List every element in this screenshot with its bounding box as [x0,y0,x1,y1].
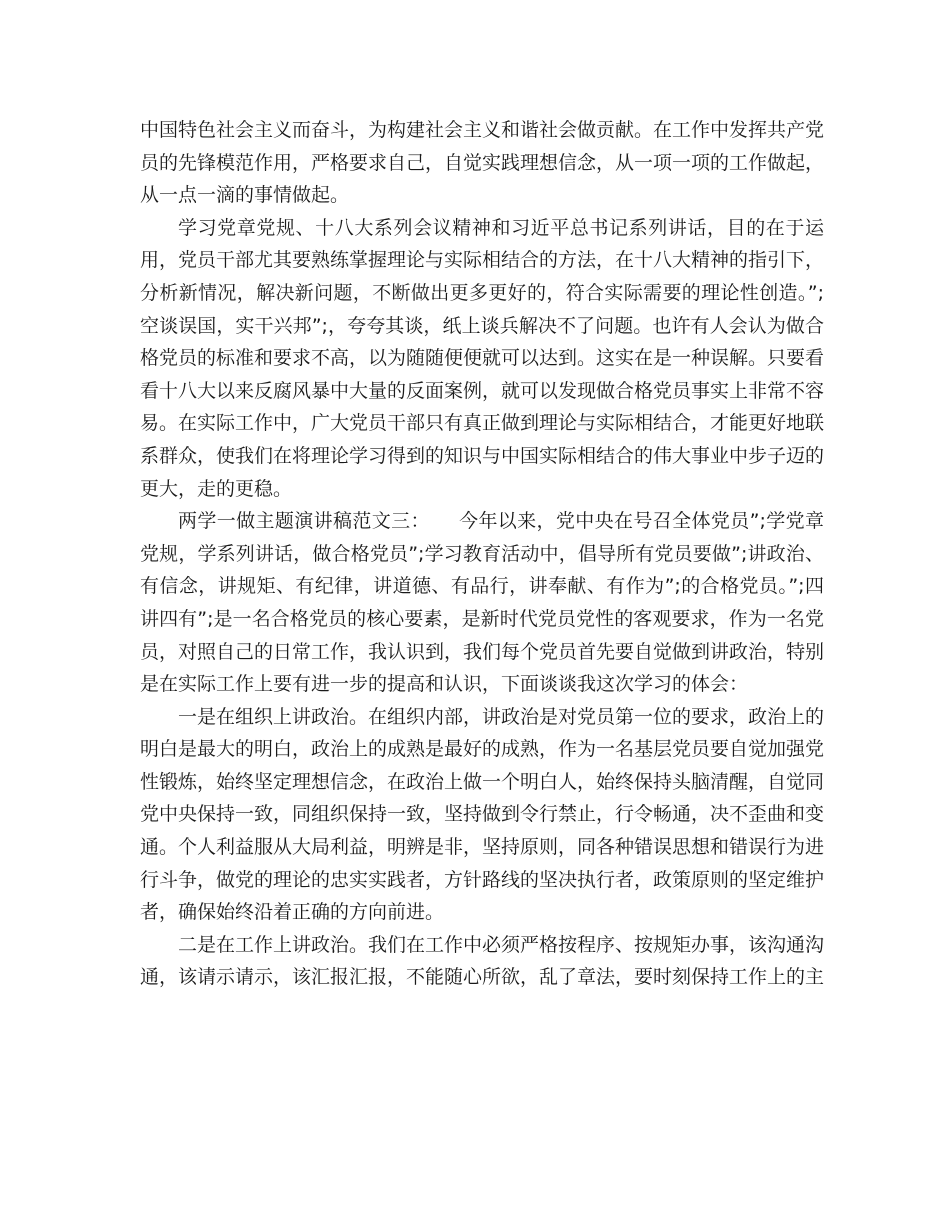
paragraph-politics-organization: 一是在组织上讲政治。在组织内部，讲政治是对党员第一位的要求，政治上的明白是最大的明白，政治上的成熟是最好的成熟，作为一名基层党员要自觉加强党性锻炼，始终坚定理想信念，在政治上做一个明白人，始终保持头脑清醒，自觉同党中央保持一致，同组织保持一致，坚持做到令行禁止，行令畅通，决不歪曲和变通。个人利益服从大局利益，明辨是非，坚持原则，同各种错误思想和错误行为进行斗争，做党的理论的忠实实践者，方针路线的坚决执行者，政策原则的坚定维护者，确保始终沿着正确的方向前进。 [140,705,825,924]
paragraph-politics-work: 二是在工作上讲政治。我们在工作中必须严格按程序、按规矩办事，该沟通沟通，该请示请示，该汇报汇报，不能随心所欲，乱了章法，要时刻保持工作上的主 [140,933,825,989]
paragraph-continuation: 中国特色社会主义而奋斗，为构建社会主义和谐社会做贡献。在工作中发挥共产党员的先锋模范作用，严格要求自己，自觉实践理想信念，从一项一项的工作做起，从一点一滴的事情做起。 [140,119,825,207]
document-body [140,114,824,994]
paragraph-speech-three-intro: 两学一做主题演讲稿范文三： 今年以来，党中央在号召全体党员”;学党章党规，学系列讲话，做合格党员”;学习教育活动中，倡导所有党员要做”;讲政治、有信念，讲规矩、有纪律，讲道德、有品行，讲奉献、有作为”;的合格党员。”;四讲四有”;是一名合格党员的核心要素，是新时代党员党性的客观要求，作为一名党员，对照自己的日常工作，我认识到，我们每个党员首先要自觉做到讲政治，特别是在实际工作上要有进一步的提高和认识，下面谈谈我这次学习的体会： [140,510,825,696]
paragraph-study-purpose: 学习党章党规、十八大系列会议精神和习近平总书记系列讲话，目的在于运用，党员干部尤其要熟练掌握理论与实际相结合的方法，在十八大精神的指引下，分析新情况，解决新问题，不断做出更多更好的，符合实际需要的理论性创造。”;空谈误国，实干兴邦”;，夸夸其谈，纸上谈兵解决不了问题。也许有人会认为做合格党员的标准和要求不高，以为随随便便就可以达到。这实在是一种误解。只要看看十八大以来反腐风暴中大量的反面案例，就可以发现做合格党员事实上非常不容易。在实际工作中，广大党员干部只有真正做到理论与实际相结合，才能更好地联系群众，使我们在将理论学习得到的知识与中国实际相结合的伟大事业中步子迈的更大，走的更稳。 [140,216,825,500]
